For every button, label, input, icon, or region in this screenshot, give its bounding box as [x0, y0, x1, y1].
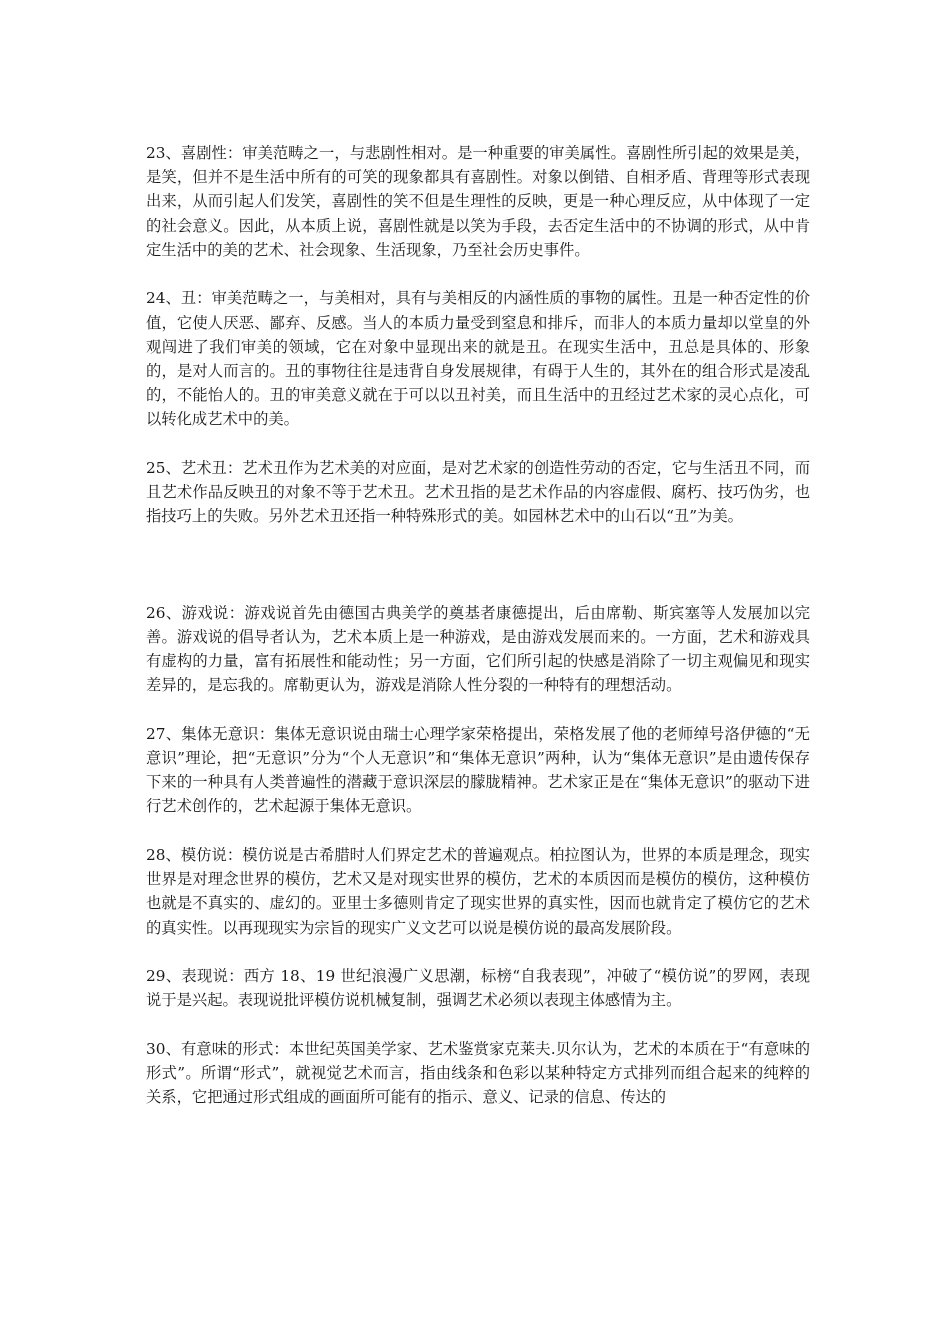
document-page [146, 141, 810, 1134]
paragraph-29-expression-theory: 29、表现说：西方 18、19 世纪浪漫广义思潮，标榜“自我表现”，冲破了“模仿说”的罗网，表现说于是兴起。表现说批评模仿说机械复制，强调艺术必须以表现主体感情为主。 [146, 967, 810, 1010]
paragraph-25-artistic-ugliness: 25、艺术丑：艺术丑作为艺术美的对应面，是对艺术家的创造性劳动的否定，它与生活丑不同，而且艺术作品反映丑的对象不等于艺术丑。艺术丑指的是艺术作品的内容虚假、腐朽、技巧伪劣，也指技巧上的失败。另外艺术丑还指一种特殊形式的美。如园林艺术中的山石以“丑”为美。 [146, 459, 810, 526]
paragraph-24-ugliness: 24、丑：审美范畴之一，与美相对，具有与美相反的内涵性质的事物的属性。丑是一种否定性的价值，它使人厌恶、鄙弃、反感。当人的本质力量受到窒息和排斥，而非人的本质力量却以堂皇的外观闯进了我们审美的领域，它在对象中显现出来的就是丑。在现实生活中，丑总是具体的、形象的，是对人而言的。丑的事物往往是违背自身发展规律，有碍于人生的，其外在的组合形式是凌乱的，不能怡人的。丑的审美意义就在于可以以丑衬美，而且生活中的丑经过艺术家的灵心点化，可以转化成艺术中的美。 [146, 289, 810, 429]
paragraph-27-collective-unconscious: 27、集体无意识：集体无意识说由瑞士心理学家荣格提出，荣格发展了他的老师绰号洛伊德的“无意识”理论，把“无意识”分为“个人无意识”和“集体无意识”两种，认为“集体无意识”是由遗传保存下来的一种具有人类普遍性的潜藏于意识深层的朦胧精神。艺术家正是在“集体无意识”的驱动下进行艺术创作的，艺术起源于集体无意识。 [146, 724, 810, 816]
paragraph-28-imitation-theory: 28、模仿说：模仿说是古希腊时人们界定艺术的普遍观点。柏拉图认为，世界的本质是理念，现实世界是对理念世界的模仿，艺术又是对现实世界的模仿，艺术的本质因而是模仿的模仿，这种模仿也就是不真实的、虚幻的。亚里士多德则肯定了现实世界的真实性，因而也就肯定了模仿它的艺术的真实性。以再现现实为宗旨的现实广义文艺可以说是模仿说的最高发展阶段。 [146, 846, 810, 937]
paragraph-26-play-theory: 26、游戏说：游戏说首先由德国古典美学的奠基者康德提出，后由席勒、斯宾塞等人发展加以完善。游戏说的倡导者认为，艺术本质上是一种游戏，是由游戏发展而来的。一方面，艺术和游戏具有虚构的力量，富有拓展性和能动性；另一方面，它们所引起的快感是消除了一切主观偏见和现实差异的，是忘我的。席勒更认为，游戏是消除人性分裂的一种特有的理想活动。 [146, 603, 810, 695]
paragraph-30-significant-form: 30、有意味的形式：本世纪英国美学家、艺术鉴赏家克莱夫.贝尔认为，艺术的本质在于“有意味的形式”。所谓“形式”，就视觉艺术而言，指由线条和色彩以某种特定方式排列而组合起来的纯粹的关系，它把通过形式组成的画面所可能有的指示、意义、记录的信息、传达的 [146, 1040, 810, 1107]
paragraph-23-comedy: 23、喜剧性：审美范畴之一，与悲剧性相对。是一种重要的审美属性。喜剧性所引起的效果是美，是笑，但并不是生活中所有的可笑的现象都具有喜剧性。对象以倒错、自相矛盾、背理等形式表现出来，从而引起人们发笑，喜剧性的笑不但是生理性的反映，更是一种心理反应，从中体现了一定的社会意义。因此，从本质上说，喜剧性就是以笑为手段，去否定生活中的不协调的形式，从中肯定生活中的美的艺术、社会现象、生活现象，乃至社会历史事件。 [146, 144, 810, 259]
